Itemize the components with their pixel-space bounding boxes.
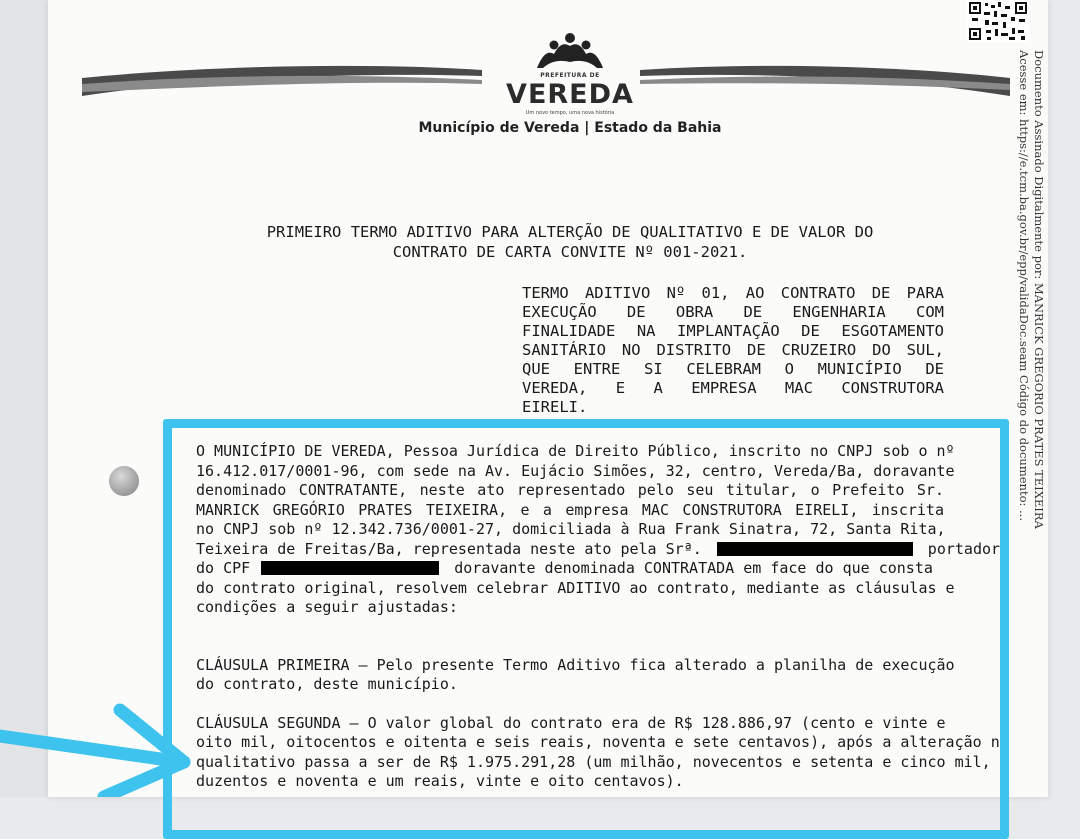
vereda-logo (500, 32, 640, 122)
clause-two-line: qualitativo passa a ser de R$ 1.975.291,28 (um milhão, novecentos e setenta e cinco mil, (196, 752, 991, 771)
logo-top-text: PREFEITURA DE (540, 72, 600, 79)
clause-one-line: CLÁUSULA PRIMEIRA – Pelo presente Termo Aditivo fica alterado a planilha de execução (196, 655, 955, 674)
preamble-line: 16.412.017/0001-96, com sede na Av. Eujácio Simões, 32, centro, Vereda/Ba, doravante (196, 461, 955, 480)
contract-body (196, 442, 1009, 792)
background-strip (0, 0, 48, 797)
ementa-line: EIRELI. (522, 398, 588, 416)
logo-wordmark: VEREDA (506, 79, 634, 110)
clause-one-line: do contrato, deste município. (196, 675, 458, 693)
document-title (200, 222, 940, 262)
clause-two-line: oito mil, oitocentos e oitenta e seis reais, noventa e sete centavos), após a alteração no (196, 733, 1009, 751)
left-swoosh-decoration (82, 56, 482, 104)
preamble-line: no CNPJ sob nº 12.342.736/0001-27, domiciliada à Rua Frank Sinatra, 72, Santa Rita, (196, 520, 946, 538)
ementa-line: FINALIDADE NA IMPLANTAÇÃO DE ESGOTAMENTO (522, 322, 944, 340)
logo-tagline: Um novo tempo, uma nova história (525, 110, 615, 116)
preamble-text: Teixeira de Freitas/Ba, representada neste ato pela Srª. (196, 539, 702, 558)
digital-signature-stamp (1010, 50, 1046, 750)
municipality-heading: Município de Vereda | Estado da Bahia (418, 120, 722, 136)
title-line-2: CONTRATO DE CARTA CONVITE Nº 001-2021. (392, 243, 748, 261)
ementa-line: TERMO ADITIVO Nº 01, AO CONTRATO DE PARA (522, 284, 944, 302)
highlight-arrow-icon (0, 700, 200, 797)
preamble-line: denominado CONTRATANTE, neste ato representado pelo seu titular, o Prefeito Sr. (196, 481, 944, 499)
preamble-line: O MUNICÍPIO DE VEREDA, Pessoa Jurídica de Direito Público, inscrito no CNPJ sob o nº (196, 442, 955, 460)
preamble-line: condições a seguir ajustadas: (196, 598, 458, 616)
title-line-1: PRIMEIRO TERMO ADITIVO PARA ALTERÇÃO DE QUALITATIVO E DE VALOR DO (266, 223, 874, 241)
preamble-line-redacted (196, 559, 944, 579)
clause-two-line: CLÁUSULA SEGUNDA – O valor global do contrato era de R$ 128.886,97 (cento e vinte e (196, 713, 946, 732)
stamp-line-1: Documento Assinado Digitalmente por: MANRICK GREGORIO PRATES TEIXEIRA (1032, 50, 1046, 529)
qr-code-icon (967, 0, 1029, 42)
preamble-line: do contrato original, resolvem celebrar ADITIVO ao contrato, mediante as cláusulas e (196, 578, 955, 597)
ementa-line: SANITÁRIO NO DISTRITO DE CRUZEIRO DO SUL, (522, 341, 944, 359)
ementa-block (522, 284, 944, 417)
preamble-line-redacted (196, 539, 1001, 560)
ementa-line: EXECUÇÃO DE OBRA DE ENGENHARIA COM (522, 303, 944, 321)
right-swoosh-decoration (640, 56, 1010, 104)
preamble-text: doravante denominada CONTRATADA em face do que consta (454, 559, 933, 577)
redaction-bar (717, 542, 913, 556)
logo-figures-icon (535, 32, 605, 70)
preamble-line: MANRICK GREGÓRIO PRATES TEIXEIRA, e a empresa MAC CONSTRUTORA EIRELI, inscrita (196, 500, 944, 519)
punch-hole (109, 466, 139, 496)
ementa-line: QUE ENTRE SI CELEBRAM O MUNICÍPIO DE (522, 360, 944, 378)
redaction-bar (261, 561, 439, 575)
preamble-text: portador (927, 539, 1001, 558)
preamble-text: do CPF (196, 559, 251, 577)
stamp-line-2: Acesse em: https://e.tcm.ba.gov.br/epp/validaDoc.seam Código do documento: ... (1017, 50, 1031, 521)
clause-two-line: duzentos e noventa e um reais, vinte e oito centavos). (196, 772, 684, 790)
ementa-line: VEREDA, E A EMPRESA MAC CONSTRUTORA (522, 379, 944, 397)
